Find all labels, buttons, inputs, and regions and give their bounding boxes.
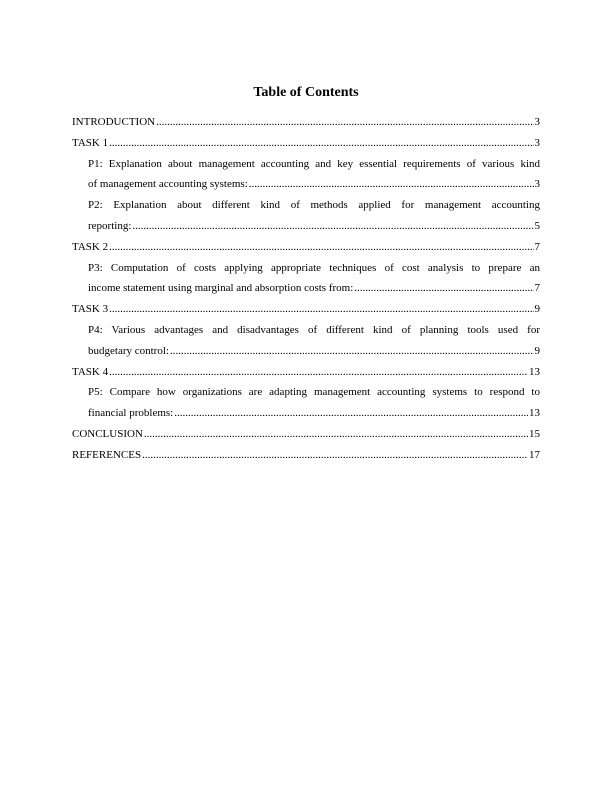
toc-entry-text: income statement using marginal and absorption costs from:: [88, 282, 354, 295]
toc-entry-p1[interactable]: [72, 154, 540, 196]
toc-leader-dots: [354, 278, 533, 299]
toc-page-number: 13: [529, 407, 540, 420]
toc-entry-continuation: [88, 174, 540, 195]
toc-entry-text: P5: Compare how organizations are adapting management accounting systems to respond to: [88, 386, 540, 399]
toc-entry-text: financial problems:: [88, 407, 174, 420]
toc-leader-dots: [170, 341, 534, 362]
toc-leader-dots: [142, 445, 528, 466]
toc-leader-dots: [156, 112, 533, 133]
toc-entry-text: budgetary control:: [88, 344, 169, 357]
toc-leader-dots: [109, 133, 533, 154]
toc-entry-task-4[interactable]: [72, 362, 540, 383]
toc-page-number: 15: [529, 427, 540, 440]
toc-entry-text: TASK 4: [72, 365, 109, 378]
toc-entry-text: reporting:: [88, 219, 132, 232]
toc-entry-text: P1: Explanation about management accounting and key essential requirements of various kind: [88, 157, 540, 170]
toc-entry-task-2[interactable]: [72, 237, 540, 258]
toc-entry-introduction[interactable]: [72, 112, 540, 133]
toc-page-number: 17: [529, 448, 540, 461]
toc-entry-text: P2: Explanation about different kind of methods applied for management accounting: [88, 199, 540, 212]
toc-entry-task-3[interactable]: [72, 299, 540, 320]
toc-entry-p2[interactable]: [72, 195, 540, 237]
toc-entry-continuation: [88, 341, 540, 362]
toc-page-number: 13: [529, 365, 540, 378]
toc-page-number: 9: [534, 344, 540, 357]
toc-entry-task-1[interactable]: [72, 133, 540, 154]
toc-leader-dots: [144, 424, 528, 445]
toc-entry-p4[interactable]: [72, 320, 540, 362]
toc-entry-text: CONCLUSION: [72, 427, 143, 440]
toc-entry-continuation: [88, 403, 540, 424]
toc-entry-p5[interactable]: [72, 382, 540, 424]
toc-entry-text: TASK 1: [72, 136, 109, 149]
toc-entry-text: P4: Various advantages and disadvantages of different kind of planning tools used for: [88, 323, 540, 336]
toc-entry-text: TASK 3: [72, 303, 109, 316]
toc-entry-text: INTRODUCTION: [72, 116, 156, 128]
toc-leader-dots: [109, 237, 533, 258]
toc-page-number: 7: [534, 240, 540, 253]
toc-entry-text: of management accounting systems:: [88, 178, 248, 191]
toc-entry-p3[interactable]: [72, 258, 540, 300]
toc-entry-conclusion[interactable]: [72, 424, 540, 445]
toc-page-number: 7: [534, 282, 540, 295]
toc-page-number: 3: [534, 136, 540, 149]
toc-page-number: 3: [534, 178, 540, 191]
toc-entry-continuation: [88, 216, 540, 237]
toc-title: Table of Contents: [253, 85, 359, 100]
toc-page-number: 5: [534, 219, 540, 232]
toc-page-number: 3: [534, 116, 540, 128]
toc-page-number: 9: [534, 303, 540, 316]
toc-entry-text: P3: Computation of costs applying appropriate techniques of cost analysis to prepare an: [88, 261, 540, 274]
table-of-contents: [72, 112, 540, 466]
toc-leader-dots: [132, 216, 533, 237]
toc-entry-text: REFERENCES: [72, 448, 142, 461]
toc-leader-dots: [174, 403, 528, 424]
toc-entry-continuation: [88, 278, 540, 299]
toc-entry-references[interactable]: [72, 445, 540, 466]
toc-entry-text: TASK 2: [72, 240, 109, 253]
toc-leader-dots: [109, 299, 533, 320]
toc-leader-dots: [249, 174, 534, 195]
toc-leader-dots: [109, 362, 528, 383]
